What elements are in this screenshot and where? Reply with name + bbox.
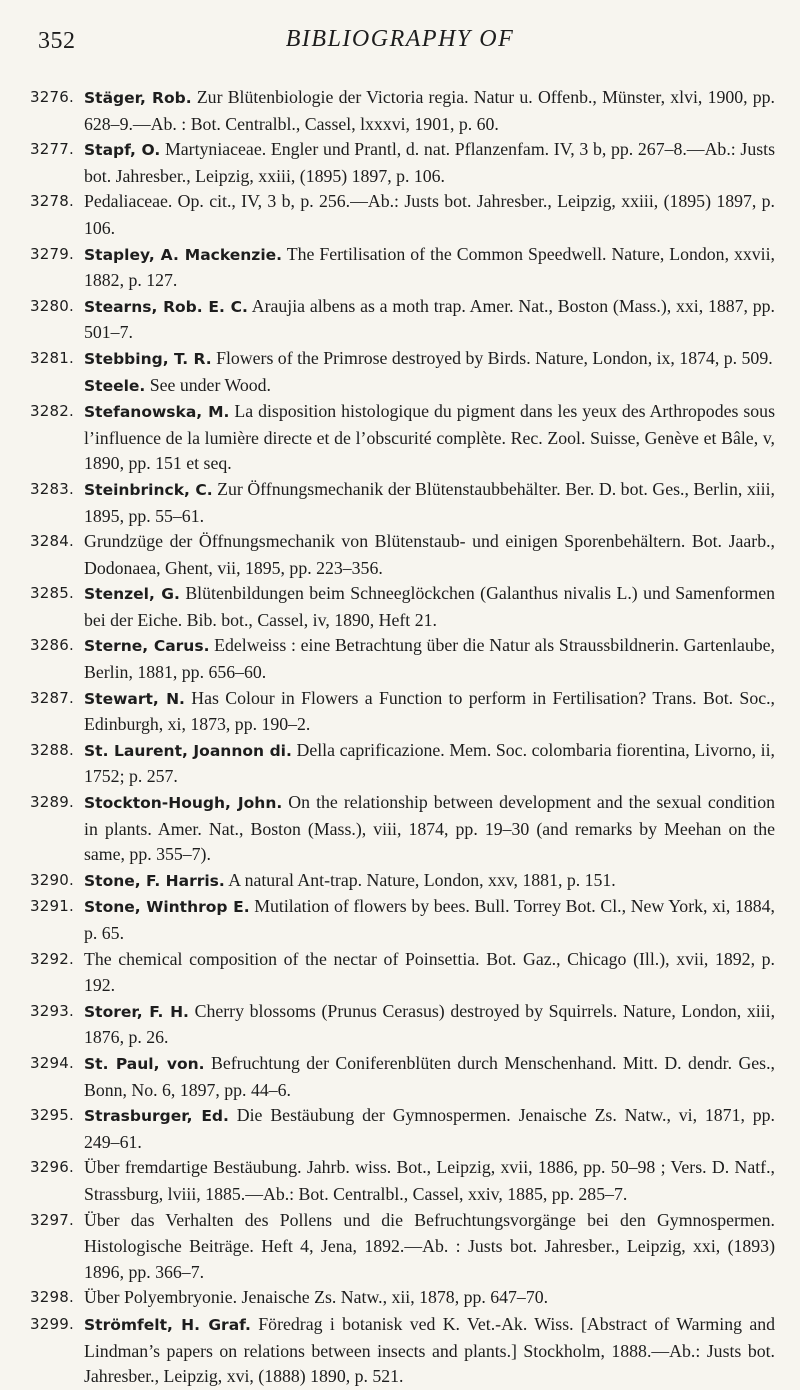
entry-number: 3299.	[30, 1314, 74, 1333]
entry-citation: Mutilation of flowers by bees. Bull. Torrey Bot. Cl., New York, xi, 1884, p. 65.	[84, 896, 776, 943]
entry-number: 3278.	[30, 192, 74, 211]
entry-citation: Pedaliaceae. Op. cit., IV, 3 b, p. 256.—Ab.: Justs bot. Jahresber., Leipzig, xxiii, (1895) 1897, p. 106.	[84, 191, 775, 238]
entry-citation: Edelweiss : eine Betrachtung über die Natur als Straussbildnerin. Gartenlaube, Berlin, 1881, pp. 656–60.	[84, 635, 775, 683]
entry-number: 3282.	[30, 402, 74, 421]
entry-number: 3280.	[30, 296, 74, 315]
entry-citation: Föredrag i botanisk ved K. Vet.-Ak. Wiss. [Abstract of Warming and Lindman’s papers on relations between insects and plants.] Stockholm, 1888.—Ab.: Justs bot. Jahresber., Leipzig, xvi, (1888) 1890, p. 521.	[84, 1313, 776, 1387]
entry-citation: Zur Öffnungsmechanik der Blütenstaubbehälter. Ber. D. bot. Ges., Berlin, xiii, 1895, pp. 55–61.	[84, 478, 775, 526]
bibliography-entry	[30, 189, 775, 241]
entry-author: Stapley, A. Mackenzie.	[84, 245, 283, 264]
bibliography-entry	[30, 999, 775, 1051]
entry-number: 3294.	[30, 1053, 74, 1072]
entry-citation: Della caprificazione. Mem. Soc. colombaria fiorentina, Livorno, ii, 1752; p. 257.	[84, 739, 775, 787]
running-title: BIBLIOGRAPHY OF	[285, 26, 515, 52]
entry-citation: The chemical composition of the nectar of Poinsettia. Bot. Gaz., Chicago (Ill.), xvii, 1892, p. 192.	[84, 948, 775, 996]
entry-number: 3287.	[30, 688, 74, 707]
entry-number: 3286.	[30, 636, 74, 655]
bibliography-entry	[30, 294, 775, 346]
entry-author: Stebbing, T. R.	[84, 349, 212, 368]
entry-author: Sterne, Carus.	[84, 637, 210, 656]
entry-citation: Blütenbildungen beim Schneeglöckchen (Galanthus nivalis L.) und Samenformen bei der Eiche. Bib. bot., Cassel, iv, 1890, Heft 21.	[84, 583, 775, 630]
entry-number: 3281.	[30, 348, 74, 367]
bibliography-entry	[30, 1103, 775, 1155]
entry-number: 3283.	[30, 479, 74, 498]
entry-number: 3297.	[30, 1210, 74, 1229]
page-header	[0, 20, 800, 60]
entry-citation: La disposition histologique du pigment dans les yeux des Arthropodes sous l’influence de la lumière directe et de l’obscurité complète. Rec. Zool. Suisse, Genève et Bâle, v, 1890, pp. 151 et seq.	[84, 401, 775, 474]
entry-citation: Über Polyembryonie. Jenaische Zs. Natw., xii, 1878, pp. 647–70.	[84, 1287, 549, 1308]
entry-citation: Araujia albens as a moth trap. Amer. Nat., Boston (Mass.), xxi, 1887, pp. 501–7.	[84, 295, 775, 343]
entry-citation: See under Wood.	[145, 374, 271, 395]
bibliography-entry	[30, 894, 775, 946]
entry-number: 3279.	[30, 244, 74, 263]
bibliography-entry	[30, 137, 775, 189]
bibliography-entry	[30, 346, 775, 373]
entry-number: 3284.	[30, 532, 74, 551]
entry-author: Strömfelt, H. Graf.	[84, 1315, 251, 1334]
entry-citation: Befruchtung der Coniferenblüten durch Menschenhand. Mitt. D. dendr. Ges., Bonn, No. 6, 1897, pp. 44–6.	[84, 1052, 775, 1100]
entry-number: 3292.	[30, 949, 74, 968]
bibliography-list	[30, 85, 775, 1390]
bibliography-entry	[30, 1155, 775, 1207]
bibliography-entry	[30, 1312, 775, 1390]
entry-number: 3295.	[30, 1106, 74, 1125]
entry-author: Stenzel, G.	[84, 585, 180, 604]
bibliography-entry	[30, 686, 775, 738]
bibliography-entry	[30, 399, 775, 477]
entry-citation: On the relationship between development and the sexual condition in plants. Amer. Nat., Boston (Mass.), viii, 1874, pp. 19–30 (and remarks by Meehan on the same, pp. 355–7).	[84, 792, 776, 865]
entry-author: Steinbrinck, C.	[84, 480, 213, 499]
entry-number: 3290.	[30, 870, 74, 889]
bibliography-entry	[30, 242, 775, 294]
entry-citation: Martyniaceae. Engler und Prantl, d. nat. Pflanzenfam. IV, 3 b, pp. 267–8.—Ab.: Justs bot. Jahresber., Leipzig, xxiii, (1895) 1897, p. 106.	[84, 139, 775, 186]
entry-citation: Cherry blossoms (Prunus Cerasus) destroyed by Squirrels. Nature, London, xiii, 1876, p. 26.	[84, 1000, 776, 1048]
entry-citation: Has Colour in Flowers a Function to perform in Fertilisation? Trans. Bot. Soc., Edinburgh, xi, 1873, pp. 190–2.	[84, 687, 775, 735]
entry-citation: The Fertilisation of the Common Speedwell. Nature, London, xxvii, 1882, p. 127.	[84, 243, 776, 291]
entry-author: Stewart, N.	[84, 689, 185, 708]
bibliography-entry	[30, 633, 775, 685]
bibliography-entry	[30, 85, 775, 137]
bibliography-entry	[30, 477, 775, 529]
entry-citation: Flowers of the Primrose destroyed by Birds. Nature, London, ix, 1874, p. 509.	[211, 347, 773, 368]
bibliography-entry	[30, 1051, 775, 1103]
entry-number: 3277.	[30, 140, 74, 159]
bibliography-entry	[30, 947, 775, 999]
bibliography-entry	[30, 581, 775, 633]
entry-citation: Über fremdartige Bestäubung. Jahrb. wiss. Bot., Leipzig, xvii, 1886, pp. 50–98 ; Vers. D. Natf., Strassburg, lviii, 1885.—Ab.: Bot. Centralbl., Cassel, xxiv, 1885, pp. 285–7.	[84, 1157, 775, 1204]
entry-author: St. Laurent, Joannon di.	[84, 741, 292, 760]
entry-citation: Grundzüge der Öffnungsmechanik von Blütenstaub- und einigen Sporenbehältern. Bot. Jaarb., Dodonaea, Ghent, vii, 1895, pp. 223–356.	[84, 531, 775, 578]
bibliography-entry	[30, 868, 775, 895]
entry-author: Stäger, Rob.	[84, 89, 192, 107]
bibliography-entry	[30, 738, 775, 790]
entry-citation: A natural Ant-trap. Nature, London, xxv, 1881, p. 151.	[224, 869, 616, 890]
entry-number: 3276.	[30, 88, 74, 106]
entry-author: Stockton-Hough, John.	[84, 794, 283, 813]
bibliography-entry	[30, 373, 775, 400]
entry-citation: Über das Verhalten des Pollens und die Befruchtungsvorgänge bei den Gymnospermen. Histologische Beiträge. Heft 4, Jena, 1892.—Ab. : Justs bot. Jahresber., Leipzig, xxi, (1893) 1896, pp. 366–7.	[84, 1209, 775, 1282]
entry-number: 3296.	[30, 1158, 74, 1177]
entry-author: St. Paul, von.	[84, 1054, 205, 1073]
entry-number: 3288.	[30, 740, 74, 759]
entry-number: 3298.	[30, 1288, 74, 1307]
entry-author: Stapf, O.	[84, 141, 161, 160]
entry-author: Stefanowska, M.	[84, 403, 230, 422]
entry-number: 3293.	[30, 1001, 74, 1020]
entry-citation: Zur Blütenbiologie der Victoria regia. Natur u. Offenb., Münster, xlvi, 1900, pp. 628–9.—Ab. : Bot. Centralbl., Cassel, lxxxvi, 1901, p. 60.	[84, 87, 776, 134]
bibliography-entry	[30, 1285, 775, 1312]
entry-author: Stearns, Rob. E. C.	[84, 297, 248, 316]
entry-author: Storer, F. H.	[84, 1002, 189, 1021]
entry-author: Stone, Winthrop E.	[84, 898, 250, 917]
entry-author: Steele.	[84, 376, 146, 395]
page-number: 352	[38, 28, 76, 54]
bibliography-entry	[30, 1208, 775, 1286]
entry-author: Strasburger, Ed.	[84, 1107, 229, 1126]
entry-number: 3289.	[30, 793, 74, 812]
entry-citation: Die Bestäubung der Gymnospermen. Jenaische Zs. Natw., vi, 1871, pp. 249–61.	[84, 1105, 775, 1152]
entry-number: 3291.	[30, 897, 74, 916]
entry-author: Stone, F. Harris.	[84, 871, 225, 890]
entry-number: 3285.	[30, 584, 74, 603]
bibliography-entry	[30, 529, 775, 581]
bibliography-entry	[30, 790, 775, 868]
